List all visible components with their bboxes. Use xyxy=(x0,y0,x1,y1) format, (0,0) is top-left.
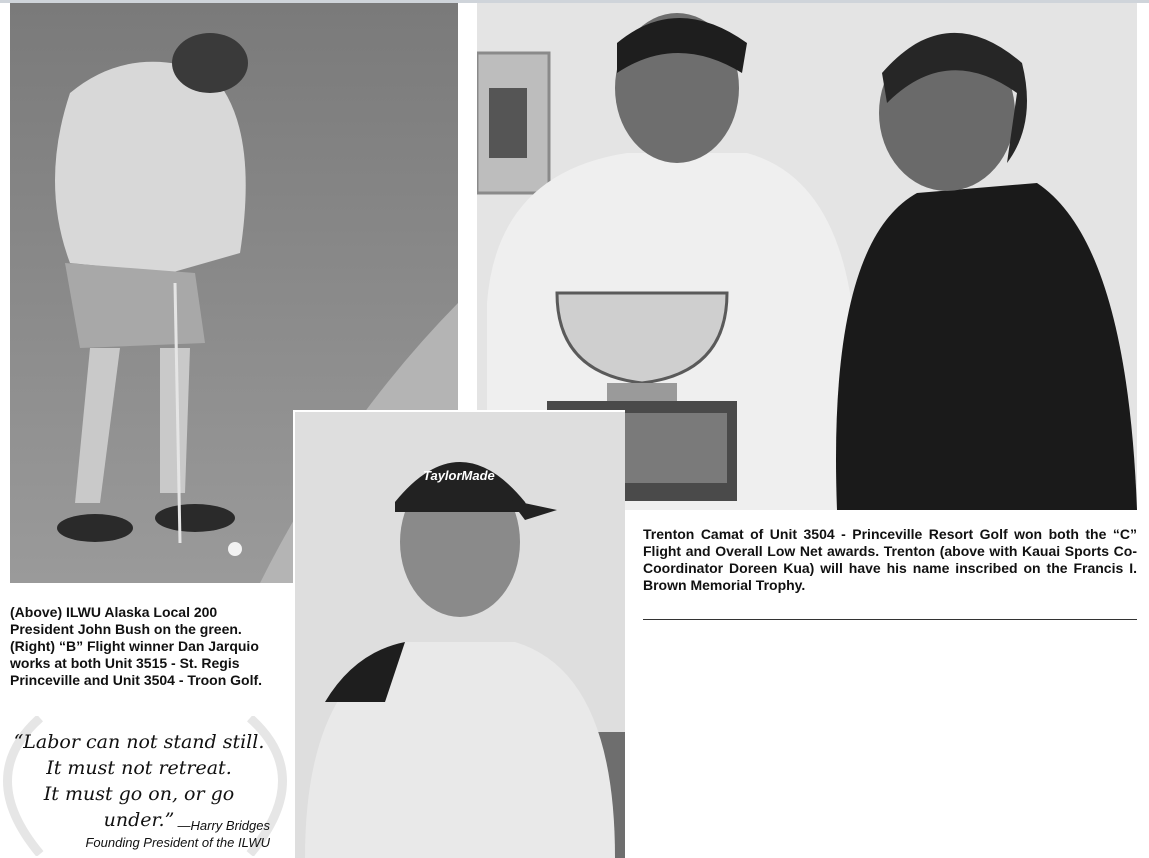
quote-line-2: It must not retreat. xyxy=(46,757,232,779)
quote-line-1: “Labor can not stand still. xyxy=(13,731,265,753)
golfer-portrait-photo xyxy=(293,410,625,858)
cap-logo-text: TaylorMade xyxy=(423,468,495,483)
quote-author-title: Founding President of the ILWU xyxy=(85,835,270,850)
quote-line-3: It must go on, or go under.” xyxy=(43,783,235,831)
right-photo-caption: Trenton Camat of Unit 3504 - Princeville Resort Golf won both the “C” Flight and Overall Low Net awards. Trenton (above with Kauai Sports Co-Coordinator Doreen Kua) will have his name inscribed on the Francis I. Brown Memorial Trophy. xyxy=(643,526,1137,593)
left-photo-caption: (Above) ILWU Alaska Local 200 President John Bush on the green. (Right) “B” Flight winner Dan Jarquio works at both Unit 3515 - St. Regis Princeville and Unit 3504 - Troon Golf. xyxy=(10,604,263,688)
quote-author: —Harry Bridges xyxy=(177,818,270,833)
caption-divider xyxy=(643,619,1137,620)
golfer-portrait-image xyxy=(295,412,625,858)
